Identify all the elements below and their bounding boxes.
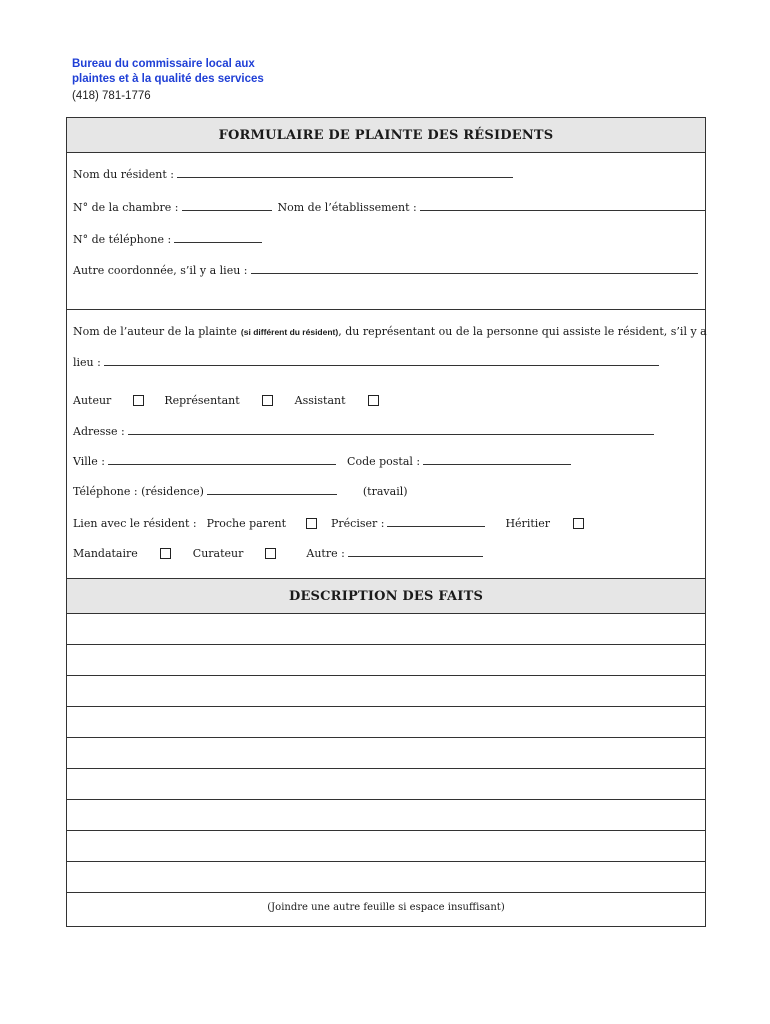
address-field[interactable] [128,433,654,435]
phone-field[interactable] [174,241,262,243]
postal-field[interactable] [423,463,571,465]
relation-other-field[interactable] [348,555,483,557]
facts-line[interactable] [67,862,705,893]
resident-name-row [73,168,513,181]
relation-specify-field[interactable] [387,525,485,527]
resident-name-label: Nom du résident : [73,168,174,181]
relation-heir-checkbox[interactable] [573,518,584,529]
resident-name-field[interactable] [177,176,513,178]
establishment-field[interactable] [420,209,705,211]
office-name-line-2: plaintes et à la qualité des services [72,73,264,85]
author-name-row [73,356,659,369]
author-name-field[interactable] [104,364,659,366]
form-title: FORMULAIRE DE PLAINTE DES RÉSIDENTS [67,118,705,153]
facts-line[interactable] [67,800,705,831]
postal-label: Code postal : [347,455,421,468]
relation-row-2 [73,546,483,560]
author-phone-row [73,485,416,498]
relation-curator-label: Curateur [192,547,244,560]
relation-heir-label: Héritier [505,517,551,530]
relation-specify-label: Préciser : [330,517,385,530]
facts-footnote: (Joindre une autre feuille si espace insuffisant) [267,901,505,913]
phone-label: N° de téléphone : [73,233,172,246]
role-row [73,393,379,407]
facts-line[interactable] [67,676,705,707]
establishment-label: Nom de l’établissement : [277,201,417,214]
relation-other-label: Autre : [306,547,345,560]
other-contact-label: Autre coordonnée, s’il y a lieu : [73,264,248,277]
room-label: N° de la chambre : [73,201,179,214]
role-representant-label: Représentant [164,394,240,407]
relation-close-checkbox[interactable] [306,518,317,529]
author-intro-b: (si différent du résident) [240,327,339,337]
facts-line[interactable] [67,707,705,738]
role-representant-checkbox[interactable] [262,395,273,406]
room-row [73,201,705,214]
facts-title: DESCRIPTION DES FAITS [67,579,705,614]
facts-line[interactable] [67,614,705,645]
author-intro-row [73,325,707,338]
role-assistant-checkbox[interactable] [368,395,379,406]
city-field[interactable] [108,463,336,465]
phone-home-label: Téléphone : (résidence) [73,485,204,498]
author-intro-d: lieu : [73,356,101,369]
city-row [73,455,571,468]
role-auteur-label: Auteur [73,394,112,407]
facts-line[interactable] [67,831,705,862]
relation-mandatary-checkbox[interactable] [160,548,171,559]
facts-line[interactable] [67,645,705,676]
relation-label: Lien avec le résident : [73,517,197,530]
other-contact-row [73,264,698,277]
relation-mandatary-label: Mandataire [73,547,138,560]
room-field[interactable] [182,209,272,211]
address-row [73,425,654,438]
relation-curator-checkbox[interactable] [265,548,276,559]
facts-line[interactable] [67,738,705,769]
office-name-line-1: Bureau du commissaire local aux [72,58,255,70]
facts-line[interactable] [67,769,705,800]
facts-section [66,578,706,927]
address-label: Adresse : [73,425,125,438]
office-header [72,57,264,104]
role-auteur-checkbox[interactable] [133,395,144,406]
relation-close-label: Proche parent [206,517,286,530]
phone-work-label: (travail) [362,485,408,498]
phone-row [73,233,262,246]
author-section [66,309,706,579]
resident-section [66,117,706,310]
relation-row [73,516,584,530]
role-assistant-label: Assistant [294,394,346,407]
office-phone: (418) 781-1776 [72,90,151,102]
city-label: Ville : [73,455,106,468]
author-intro-a: Nom de l’auteur de la plainte [73,325,237,338]
other-contact-field[interactable] [251,272,698,274]
facts-lines [67,614,705,893]
phone-home-field[interactable] [207,493,337,495]
author-intro-c: , du représentant ou de la personne qui assiste le résident, s’il y a [338,325,707,338]
